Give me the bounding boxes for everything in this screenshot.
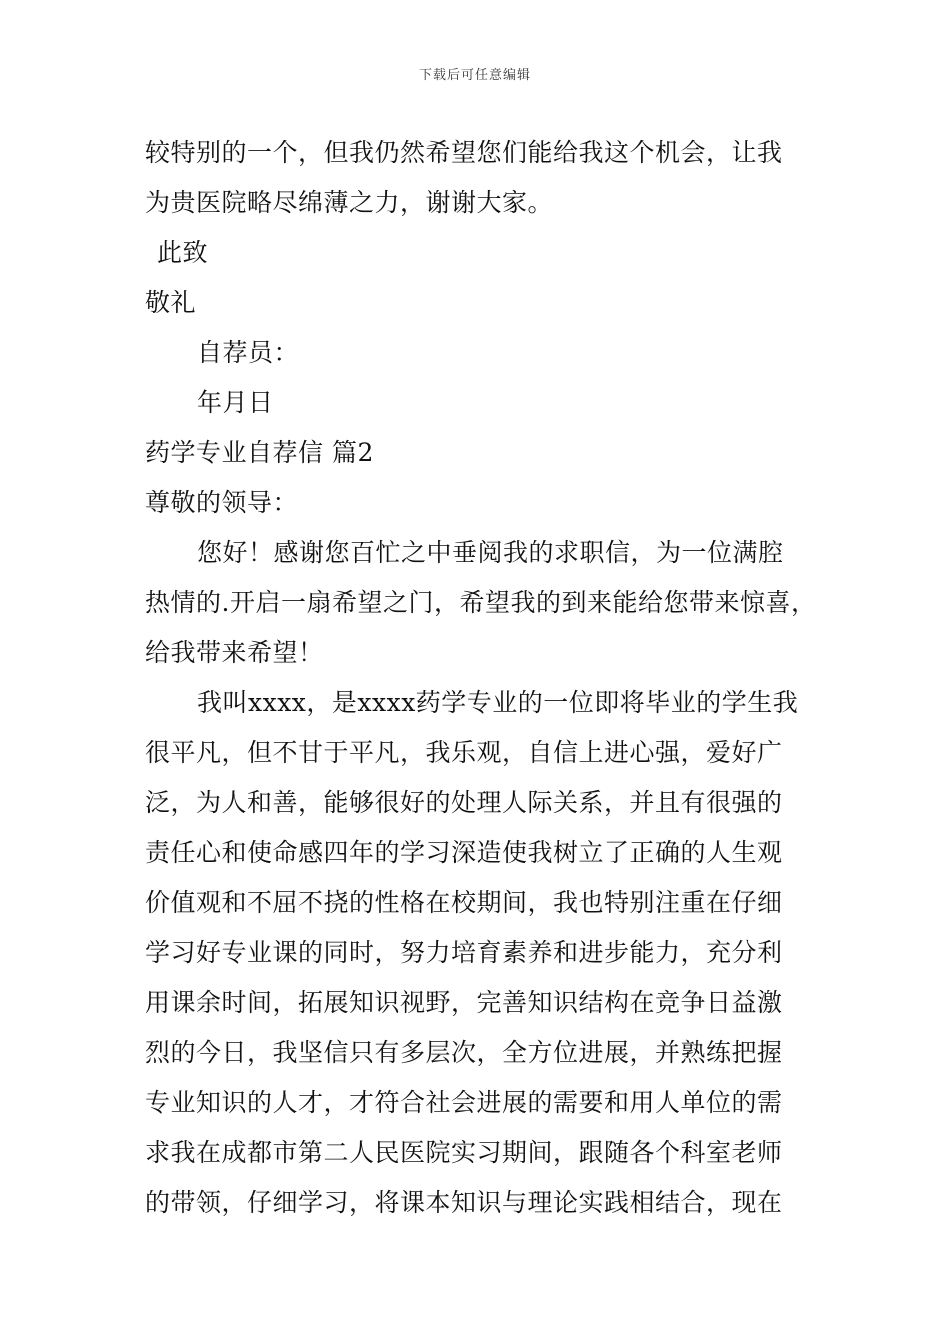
text-line: 热情的.开启一扇希望之门，希望我的到来能给您带来惊喜， [145, 588, 817, 617]
text-line: 用课余时间，拓展知识视野，完善知识结构在竞争日益激 [145, 988, 783, 1017]
text-line: 价值观和不屈不挠的性格在校期间，我也特别注重在仔细 [145, 888, 783, 917]
salutation-line: 敬礼 [145, 288, 197, 317]
page-header: 下载后可任意编辑 [418, 68, 531, 83]
closing-line: 此致 [157, 238, 209, 267]
text-line: 泛，为人和善，能够很好的处理人际关系，并且有很强的 [145, 788, 783, 817]
text-line: 很平凡，但不甘于平凡，我乐观，自信上进心强，爱好广 [145, 738, 783, 767]
section-title: 药学专业自荐信 篇2 [145, 438, 374, 467]
signature-line: 自荐员： [197, 338, 300, 367]
text-line: 为贵医院略尽绵薄之力，谢谢大家。 [145, 188, 554, 217]
text-line: 学习好专业课的同时，努力培育素养和进步能力，充分利 [145, 938, 783, 967]
text-line: 烈的今日，我坚信只有多层次，全方位进展，并熟练把握 [145, 1038, 783, 1067]
text-line: 求我在成都市第二人民医院实习期间，跟随各个科室老师 [145, 1138, 783, 1167]
greeting-line: 尊敬的领导： [145, 488, 299, 517]
letter-body [145, 128, 817, 1228]
text-line: 给我带来希望！ [145, 638, 324, 667]
text-line: 的带领，仔细学习，将课本知识与理论实践相结合，现在 [145, 1188, 783, 1217]
text-line: 责任心和使命感四年的学习深造使我树立了正确的人生观 [145, 838, 783, 867]
text-line: 我叫xxxx，是xxxx药学专业的一位即将毕业的学生我 [197, 688, 799, 717]
text-line: 您好！感谢您百忙之中垂阅我的求职信，为一位满腔 [197, 538, 784, 567]
text-line: 较特别的一个，但我仍然希望您们能给我这个机会，让我 [145, 138, 783, 167]
date-line: 年月日 [197, 388, 274, 417]
text-line: 专业知识的人才，才符合社会进展的需要和用人单位的需 [145, 1088, 783, 1117]
